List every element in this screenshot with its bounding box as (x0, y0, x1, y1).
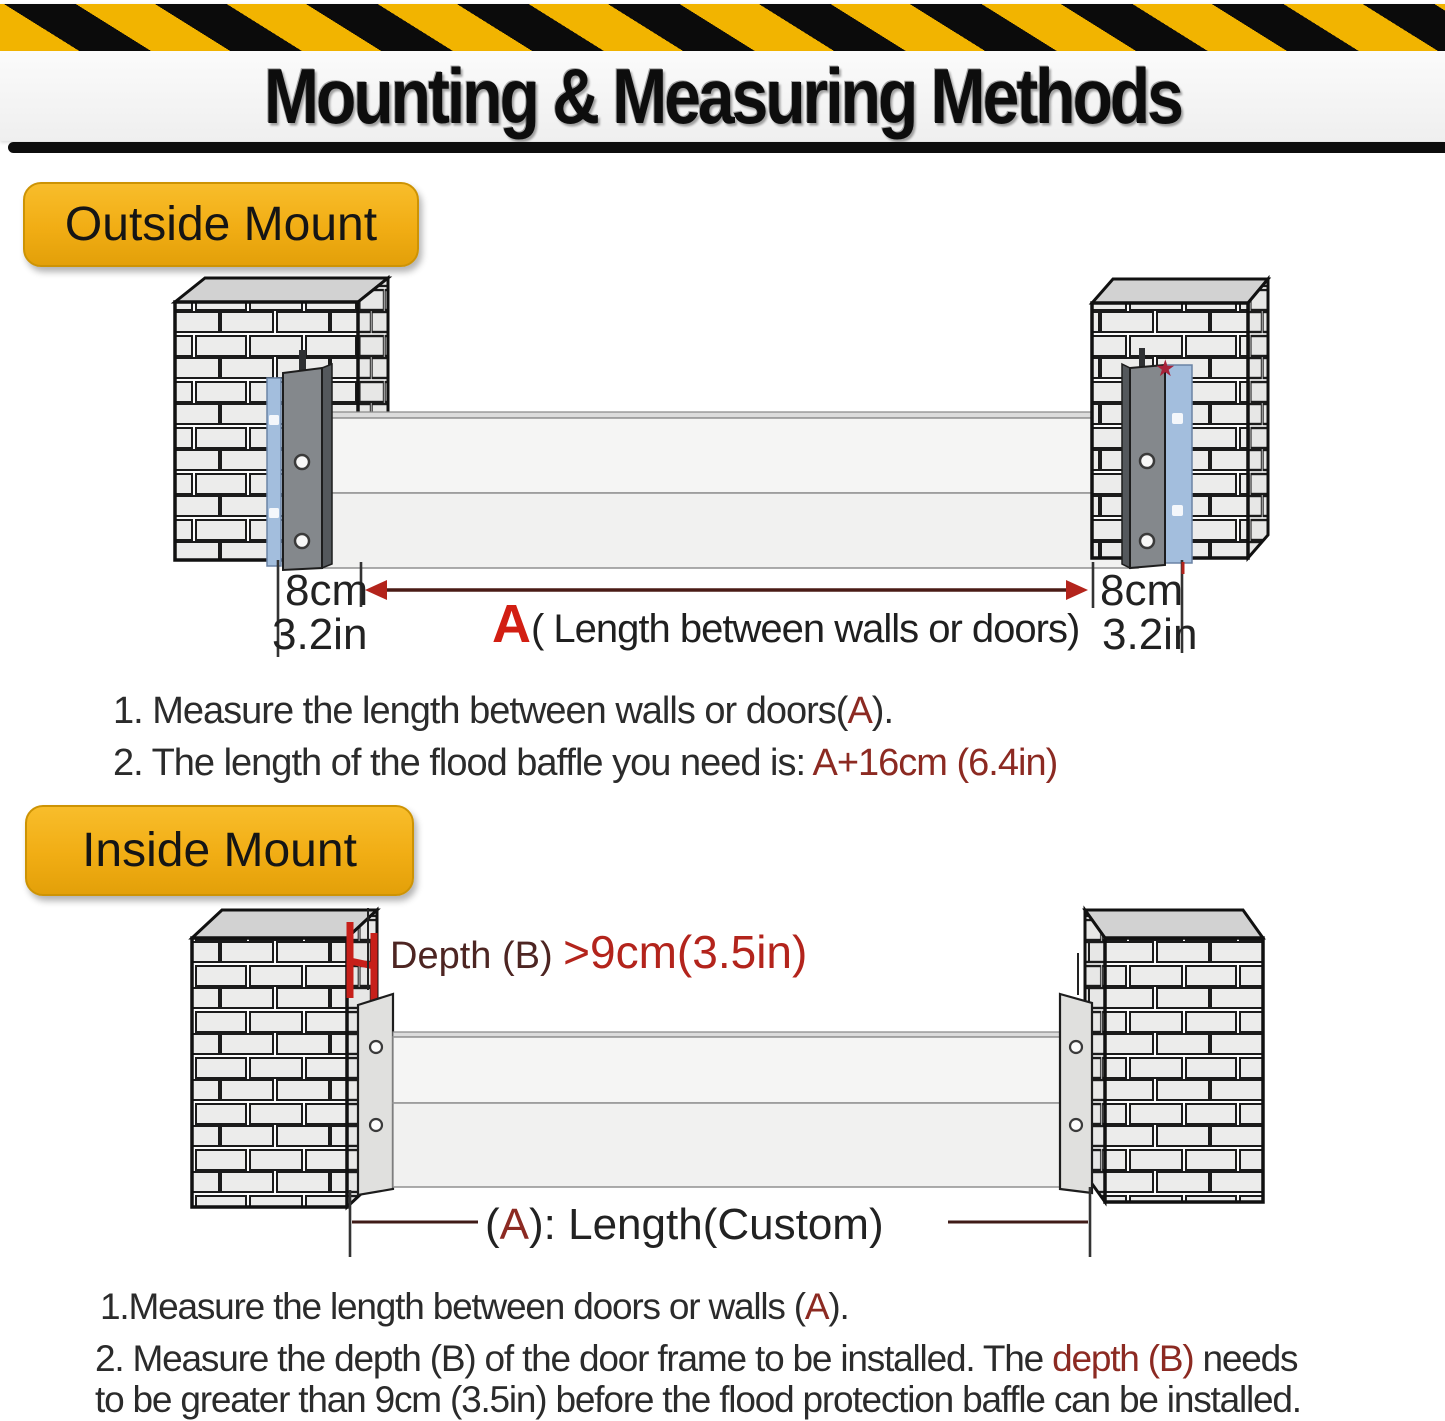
inside-step-1: 1.Measure the length between doors or walls (A). (100, 1286, 849, 1327)
screw-hole (1070, 1041, 1082, 1053)
screw-hole (370, 1119, 382, 1131)
star-marker-icon: ★ (1155, 355, 1176, 381)
outside-dimension-labels (272, 566, 1197, 659)
right-dim-cm: 8cm (1100, 566, 1184, 615)
span-length-label: A( Length between walls or doors) (492, 594, 1080, 654)
inside-mount-diagram (0, 895, 1445, 1270)
right-dim-in: 3.2in (1102, 610, 1198, 659)
screw-hole (370, 1041, 382, 1053)
outside-mount-diagram (0, 265, 1445, 665)
screw-hole (295, 455, 309, 469)
left-dim-in: 3.2in (272, 610, 368, 659)
inside-step-3: to be greater than 9cm (3.5in) before the flood protection baffle can be installed. (95, 1379, 1301, 1420)
inside-mount-label: Inside Mount (25, 805, 414, 896)
screw-hole (1140, 534, 1154, 548)
page-title: Mounting & Measuring Methods (264, 52, 1181, 140)
depth-label: Depth (B) >9cm(3.5in) (390, 926, 808, 978)
flood-barrier-panels (322, 412, 1138, 568)
outside-step-1: 1. Measure the length between walls or doors(A). (113, 690, 894, 732)
arrowhead-right (1066, 580, 1088, 600)
outside-step-2: 2. The length of the flood baffle you need is: A+16cm (6.4in) (113, 742, 1058, 784)
inside-left-channel (358, 994, 393, 1195)
inside-step-2: 2. Measure the depth (B) of the door frame to be installed. The depth (B) needs (95, 1338, 1298, 1379)
screw-hole (295, 534, 309, 548)
outside-right-mount-bracket (1122, 348, 1192, 568)
outside-left-mount-bracket (267, 350, 332, 570)
header-divider-bar (8, 142, 1445, 153)
screw-hole (1140, 454, 1154, 468)
arrowhead-left (365, 580, 387, 600)
screw-hole (1070, 1119, 1082, 1131)
flood-barrier-panels (393, 1032, 1060, 1187)
outside-mount-label: Outside Mount (23, 182, 419, 267)
inside-right-pillar (1085, 910, 1263, 1202)
length-custom-label: (A): Length(Custom) (485, 1200, 884, 1249)
left-dim-cm: 8cm (285, 566, 369, 615)
